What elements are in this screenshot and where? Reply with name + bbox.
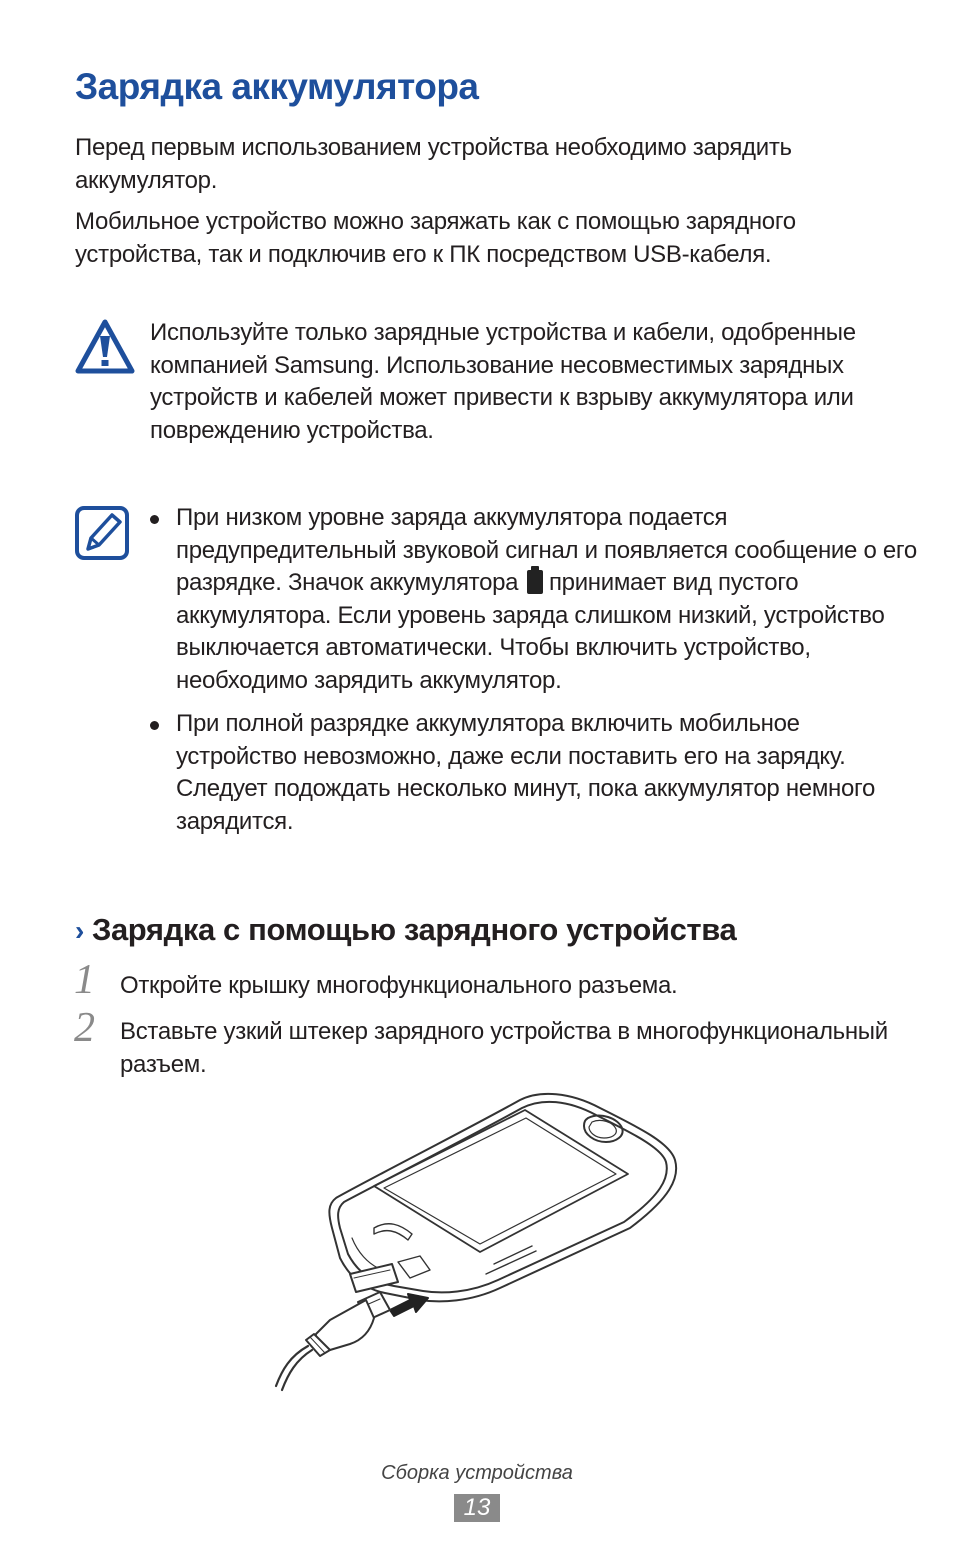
page-number-badge: 13 — [454, 1494, 500, 1522]
note-bullet-2-text: При полной разрядке аккумулятора включить мобильное устройство невозможно, даже если поставить его на зарядку. Следует подождать несколько минут, пока аккумулятор немного зарядится. — [176, 710, 875, 835]
chevron-right-icon: › — [75, 915, 84, 946]
warning-text: Используйте только зарядные устройства и кабели, одобренные компанией Samsung. Использование несовместимых зарядных устройств и кабелей может привести к взрыву аккумулятора или повреждению устройства. — [150, 319, 856, 444]
note-bullet-1-text-a: При низком уровне заряда аккумулятора подается предупредительный звуковой сигнал и появляется сообщение о его разрядке. Значок аккумулятора — [176, 504, 917, 596]
note-bullet-1 — [148, 502, 918, 697]
note-bullet-2 — [148, 708, 918, 838]
note-pencil-icon — [74, 505, 130, 566]
warning-triangle-icon — [74, 318, 136, 381]
intro-paragraph-1: Перед первым использованием устройства необходимо зарядить аккумулятор. — [75, 134, 792, 194]
battery-icon — [527, 570, 543, 594]
intro-paragraph-2: Мобильное устройство можно заряжать как с помощью зарядного устройства, так и подключив его к ПК посредством USB-кабеля. — [75, 208, 796, 268]
step-number-2: 2 — [74, 1005, 95, 1051]
section-heading-text: Зарядка с помощью зарядного устройства — [91, 912, 737, 947]
bullet-dot — [150, 515, 159, 524]
step-text-2: Вставьте узкий штекер зарядного устройства в многофункциональный разъем. — [120, 1018, 888, 1078]
step-text-1: Откройте крышку многофункционального разъема. — [120, 972, 678, 999]
step-number-1: 1 — [74, 957, 95, 1003]
footer-section-name: Сборка устройства — [381, 1462, 573, 1484]
bullet-dot — [150, 721, 159, 730]
section-heading — [75, 912, 736, 948]
page-title: Зарядка аккумулятора — [75, 66, 479, 107]
note-bullet-list — [148, 502, 918, 849]
note-bullet-1-text-b: принимает вид пустого аккумулятора. Если уровень заряда слишком низкий, устройство выключается автоматически. Чтобы включить устройство, необходимо зарядить аккумулятор. — [176, 569, 885, 694]
phone-charging-illustration — [270, 1088, 690, 1403]
